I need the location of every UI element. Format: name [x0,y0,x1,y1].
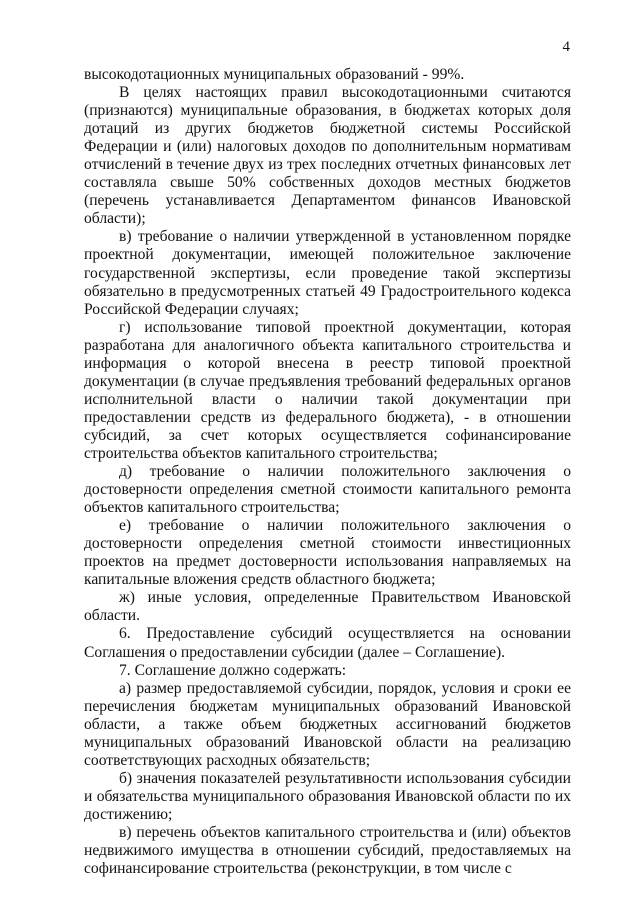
document-body [84,66,571,878]
page-number: 4 [562,39,570,55]
paragraph: е) требование о наличии положительного заключения о достоверности определения сметной стоимости инвестиционных проектов на предмет достоверности использования направляемых на капитальные вложения средств областного бюджета; [84,517,571,589]
paragraph: 6. Предоставление субсидий осуществляется на основании Соглашения о предоставлении субсидии (далее – Соглашение). [84,625,571,661]
paragraph: а) размер предоставляемой субсидии, порядок, условия и сроки ее перечисления бюджетам муниципальных образований Ивановской области, а также объем бюджетных ассигнований бюджетов муниципальных образований Ивановской области на реализацию соответствующих расходных обязательств; [84,679,571,769]
paragraph: 7. Соглашение должно содержать: [119,661,347,679]
paragraph: б) значения показателей результативности использования субсидии и обязательства муниципального образования Ивановской области по их достижению; [84,769,571,823]
paragraph: в) требование о наличии утвержденной в установленном порядке проектной документации, имеющей положительное заключение государственной экспертизы, если проведение такой экспертизы обязательно в предусмотренных статьей 49 Градостроительного кодекса Российской Федерации случаях; [84,228,571,318]
paragraph: д) требование о наличии положительного заключения о достоверности определения сметной стоимости капитального ремонта объектов капитального строительства; [84,463,571,517]
paragraph: в) перечень объектов капитального строительства и (или) объектов недвижимого имущества в отношении субсидий, предоставляемых на софинансирование строительства (реконструкции, в том числе с [84,823,571,878]
paragraph: г) использование типовой проектной документации, которая разработана для аналогичного объекта капитального строительства и информация о которой внесена в реестр типовой проектной документации (в случае предъявления требований федеральных органов исполнительной власти о наличии такой документации при предоставлении средств из федерального бюджета), - в отношении субсидий, за счет которых осуществляется софинансирование строительства объектов капитального строительства; [84,318,571,462]
paragraph: высокодотационных муниципальных образований - 99%. [84,66,465,83]
paragraph: В целях настоящих правил высокодотационными считаются (признаются) муниципальные образования, в бюджетах которых доля дотаций из других бюджетов бюджетной системы Российской Федерации и (или) налоговых доходов по дополнительным нормативам отчислений в течение двух из трех последних отчетных финансовых лет составляла свыше 50% собственных доходов местных бюджетов (перечень устанавливается Департаментом финансов Ивановской области); [84,84,571,228]
paragraph: ж) иные условия, определенные Правительством Ивановской области. [84,589,571,625]
